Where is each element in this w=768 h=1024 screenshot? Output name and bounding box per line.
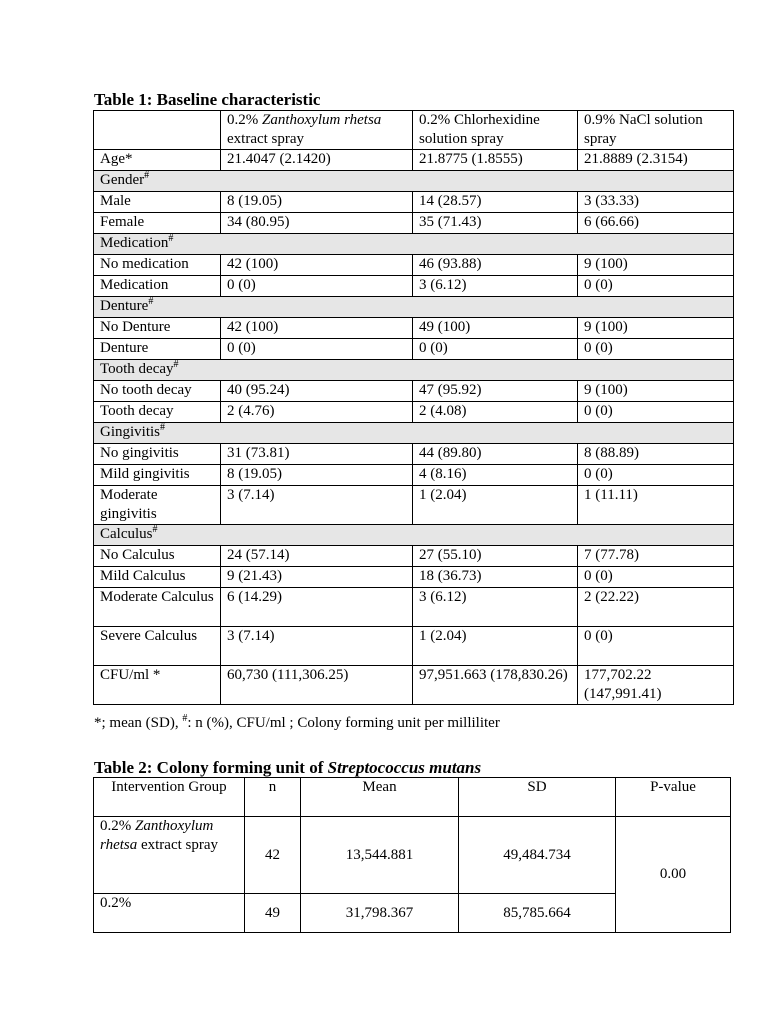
mean-cell: 13,544.881 [301,817,459,894]
table-row [94,192,734,213]
row-label: Male [94,192,221,213]
value-cell: 6 (14.29) [221,588,413,627]
row-label: Severe Calculus [94,627,221,666]
row-label: Age* [94,150,221,171]
sd-cell: 85,785.664 [459,894,616,933]
value-cell: 47 (95.92) [413,381,578,402]
value-cell: 49 (100) [413,318,578,339]
value-cell: 1 (11.11) [578,486,734,525]
section-label-sup: # [168,233,174,244]
row-label: No Calculus [94,546,221,567]
table2-header-row [94,778,731,817]
value-cell: 31 (73.81) [221,444,413,465]
section-label-sup: # [173,359,179,370]
row-label: CFU/ml * [94,666,221,705]
footnote-text-2: : n (%), CFU/ml ; Colony forming unit per milliliter [187,715,500,731]
value-cell: 0 (0) [221,276,413,297]
section-label-text: Denture [100,298,149,314]
cfu-row [94,666,734,705]
section-label [94,423,734,444]
age-row [94,150,734,171]
row-label: Medication [94,276,221,297]
sd-cell: 49,484.734 [459,817,616,894]
table1-title: Table 1: Baseline characteristic [94,90,321,109]
value-cell: 0 (0) [578,465,734,486]
row-label: Mild Calculus [94,567,221,588]
table-row [94,381,734,402]
table-row [94,465,734,486]
section-label-sup: # [160,422,166,433]
table2-title-species: Streptococcus mutans [327,758,482,777]
table-row [94,339,734,360]
value-cell: 34 (80.95) [221,213,413,234]
table-row [94,588,734,627]
value-cell: 0 (0) [578,627,734,666]
row-label: No tooth decay [94,381,221,402]
table2-title-prefix: Table 2: Colony forming unit of [94,758,328,777]
row-label: No Denture [94,318,221,339]
baseline-table [93,110,734,705]
section-label [94,525,734,546]
column-header-suffix: extract spray [227,131,305,147]
header-cell: Intervention Group [94,778,245,817]
value-cell: 9 (21.43) [221,567,413,588]
header-cell: Mean [301,778,459,817]
value-cell: 0 (0) [578,339,734,360]
section-label [94,234,734,255]
value-cell: 35 (71.43) [413,213,578,234]
value-cell: 27 (55.10) [413,546,578,567]
table-row [94,627,734,666]
section-header-row [94,234,734,255]
value-cell: 177,702.22 (147,991.41) [578,666,734,705]
value-cell: 9 (100) [578,381,734,402]
section-label-text: Gingivitis [100,424,161,440]
group-prefix: 0.2% [100,895,132,911]
value-cell: 3 (6.12) [413,276,578,297]
column-header [221,111,413,150]
value-cell: 42 (100) [221,255,413,276]
value-cell: 4 (8.16) [413,465,578,486]
header-cell: SD [459,778,616,817]
value-cell: 21.4047 (2.1420) [221,150,413,171]
group-species: Zanthoxylum rhetsa [100,818,214,853]
table-row [94,318,734,339]
section-label-sup: # [144,170,150,181]
table-row [94,567,734,588]
value-cell: 3 (33.33) [578,192,734,213]
row-label: Denture [94,339,221,360]
column-header-text: 0.9% NaCl solution spray [584,112,703,147]
group-cell [94,894,245,933]
value-cell: 14 (28.57) [413,192,578,213]
section-header-row [94,423,734,444]
group-suffix: extract spray [137,837,219,853]
value-cell: 3 (7.14) [221,627,413,666]
value-cell: 42 (100) [221,318,413,339]
footnote-sup: # [182,713,188,724]
row-label: Moderate Calculus [94,588,221,627]
section-label-text: Gender [100,172,145,188]
table-row [94,486,734,525]
section-label [94,171,734,192]
p-value-cell: 0.00 [616,817,731,933]
column-header-text: 0.2% [227,112,262,128]
header-cell: P-value [616,778,731,817]
value-cell: 0 (0) [578,567,734,588]
section-label [94,360,734,381]
value-cell: 8 (88.89) [578,444,734,465]
cfu-table [93,777,731,933]
value-cell: 3 (6.12) [413,588,578,627]
group-prefix: 0.2% [100,818,135,834]
table2-title [94,758,481,778]
value-cell: 1 (2.04) [413,486,578,525]
table-row [94,546,734,567]
column-header-species: Zanthoxylum rhetsa [262,112,382,128]
value-cell: 7 (77.78) [578,546,734,567]
row-label: Moderate gingivitis [94,486,221,525]
column-header [578,111,734,150]
value-cell: 24 (57.14) [221,546,413,567]
value-cell: 2 (4.76) [221,402,413,423]
table-row [94,276,734,297]
section-label-text: Tooth decay [100,361,174,377]
value-cell: 21.8775 (1.8555) [413,150,578,171]
group-cell [94,817,245,894]
value-cell: 18 (36.73) [413,567,578,588]
section-header-row [94,525,734,546]
value-cell: 46 (93.88) [413,255,578,276]
corner-cell [94,111,221,150]
mean-cell: 31,798.367 [301,894,459,933]
value-cell: 44 (89.80) [413,444,578,465]
value-cell: 9 (100) [578,255,734,276]
value-cell: 2 (4.08) [413,402,578,423]
section-header-row [94,171,734,192]
table1-footnote [94,714,500,733]
value-cell: 8 (19.05) [221,465,413,486]
section-header-row [94,360,734,381]
value-cell: 0 (0) [221,339,413,360]
value-cell: 0 (0) [413,339,578,360]
value-cell: 97,951.663 (178,830.26) [413,666,578,705]
table-row [94,213,734,234]
row-label: Mild gingivitis [94,465,221,486]
row-label: Female [94,213,221,234]
header-cell: n [245,778,301,817]
footnote-text: *; mean (SD), [94,715,183,731]
value-cell: 2 (22.22) [578,588,734,627]
value-cell: 8 (19.05) [221,192,413,213]
value-cell: 6 (66.66) [578,213,734,234]
column-header [413,111,578,150]
row-label: No medication [94,255,221,276]
table1-header-row [94,111,734,150]
section-label-text: Medication [100,235,169,251]
value-cell: 9 (100) [578,318,734,339]
column-header-text: 0.2% Chlorhexidine solution spray [419,112,540,147]
value-cell: 0 (0) [578,402,734,423]
value-cell: 3 (7.14) [221,486,413,525]
section-label [94,297,734,318]
value-cell: 1 (2.04) [413,627,578,666]
section-label-sup: # [148,296,154,307]
n-cell: 49 [245,894,301,933]
n-cell: 42 [245,817,301,894]
value-cell: 60,730 (111,306.25) [221,666,413,705]
section-header-row [94,297,734,318]
value-cell: 0 (0) [578,276,734,297]
section-label-text: Calculus [100,526,153,542]
table-row [94,817,731,894]
table-row [94,255,734,276]
row-label: Tooth decay [94,402,221,423]
value-cell: 40 (95.24) [221,381,413,402]
value-cell: 21.8889 (2.3154) [578,150,734,171]
section-label-sup: # [152,524,158,535]
row-label: No gingivitis [94,444,221,465]
table-row [94,402,734,423]
table-row [94,444,734,465]
